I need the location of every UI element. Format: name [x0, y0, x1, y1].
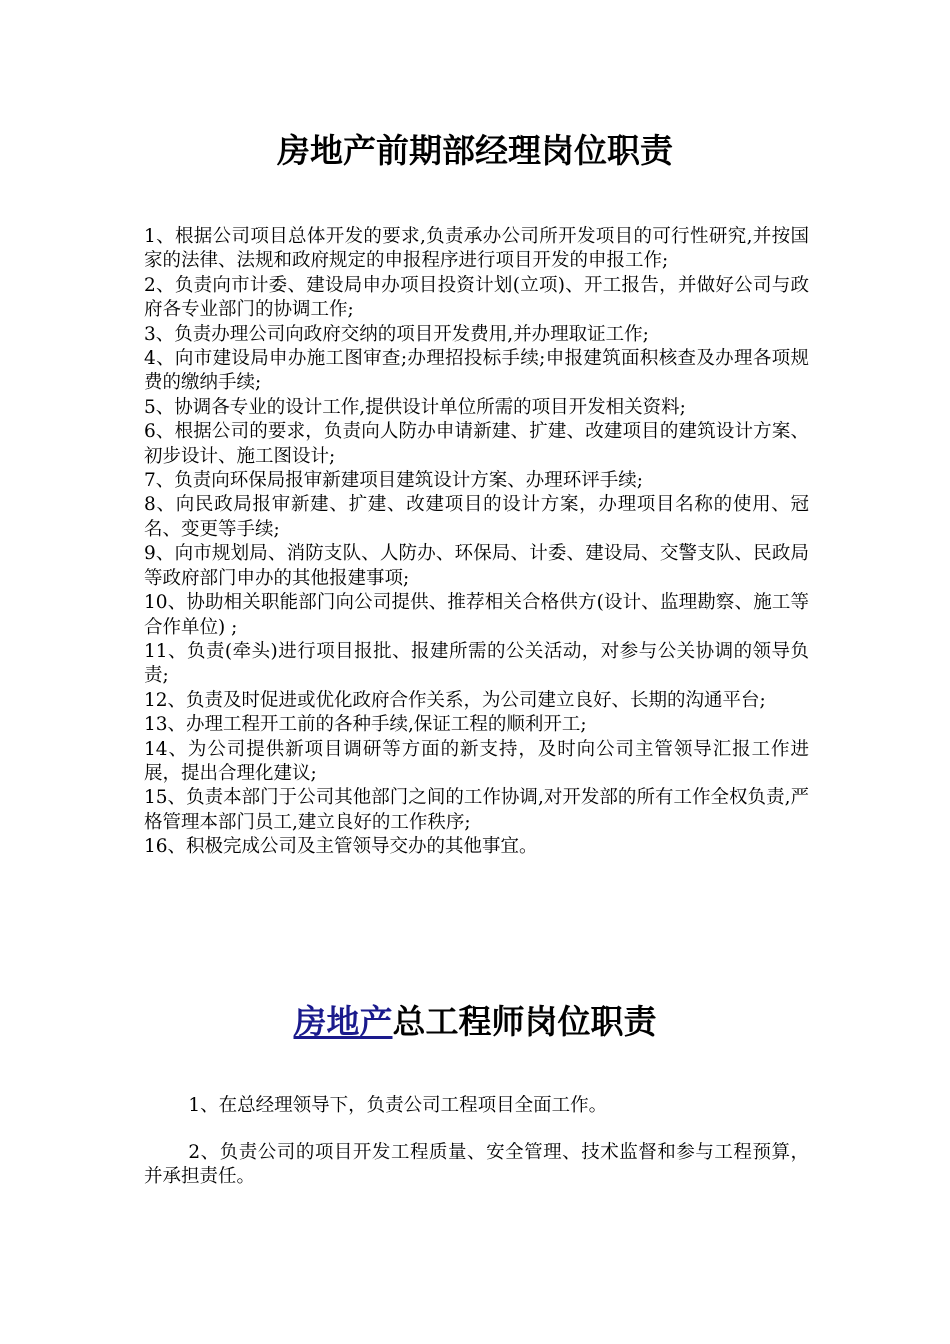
duty-item: 9、向市规划局、消防支队、人防办、环保局、计委、建设局、交警支队、民政局等政府部门申办的其他报建事项; [144, 543, 809, 589]
duty-item: 3、负责办理公司向政府交纳的项目开发费用,并办理取证工作; [144, 323, 649, 345]
duty-item: 11、负责(牵头)进行项目报批、报建所需的公关活动，对参与公关协调的领导负责; [144, 640, 809, 687]
section-title-chief-engineer [0, 1002, 950, 1042]
duty-item: 1、根据公司项目总体开发的要求,负责承办公司所开发项目的可行性研究,并按国家的法律、法规和政府规定的申报程序进行项目开发的申报工作; [144, 226, 809, 272]
engineer-duty-item: 2、负责公司的项目开发工程质量、安全管理、技术监督和参与工程预算，并承担责任。 [144, 1142, 809, 1188]
duty-item: 10、协助相关职能部门向公司提供、推荐相关合格供方(设计、监理勘察、施工等合作单位) ; [144, 592, 809, 638]
duty-item: 7、负责向环保局报审新建项目建筑设计方案、办理环评手续; [144, 470, 644, 492]
duty-item: 16、积极完成公司及主管领导交办的其他事宜。 [144, 836, 538, 858]
page-title: 房地产前期部经理岗位职责 [277, 131, 673, 170]
duty-item: 13、办理工程开工前的各种手续,保证工程的顺利开工; [144, 714, 587, 736]
engineer-duty-item: 1、在总经理领导下，负责公司工程项目全面工作。 [188, 1095, 608, 1116]
duty-item: 12、负责及时促进或优化政府合作关系，为公司建立良好、长期的沟通平台; [144, 689, 766, 711]
duty-item: 6、根据公司的要求，负责向人防办申请新建、扩建、改建项目的建筑设计方案、初步设计、施工图设计; [144, 421, 809, 467]
duty-item: 15、负责本部门于公司其他部门之间的工作协调,对开发部的所有工作全权负责,严格管理本部门员工,建立良好的工作秩序; [144, 787, 809, 833]
real-estate-link[interactable]: 房地产 [293, 1002, 393, 1041]
duty-item: 5、协调各专业的设计工作,提供设计单位所需的项目开发相关资料; [144, 396, 686, 418]
duty-item: 8、向民政局报审新建、扩建、改建项目的设计方案，办理项目名称的使用、冠名、变更等手续; [144, 494, 809, 540]
duty-list [144, 225, 809, 860]
duty-item: 14、为公司提供新项目调研等方面的新支持，及时向公司主管领导汇报工作进展，提出合理化建议; [144, 738, 809, 784]
duty-item: 4、向市建设局申办施工图审查;办理招投标手续;申报建筑面积核查及办理各项规费的缴纳手续; [144, 348, 809, 394]
section-title-rest: 总工程师岗位职责 [392, 1002, 657, 1041]
duty-item: 2、负责向市计委、建设局申办项目投资计划(立项)、开工报告，并做好公司与政府各专业部门的协调工作; [144, 274, 809, 321]
